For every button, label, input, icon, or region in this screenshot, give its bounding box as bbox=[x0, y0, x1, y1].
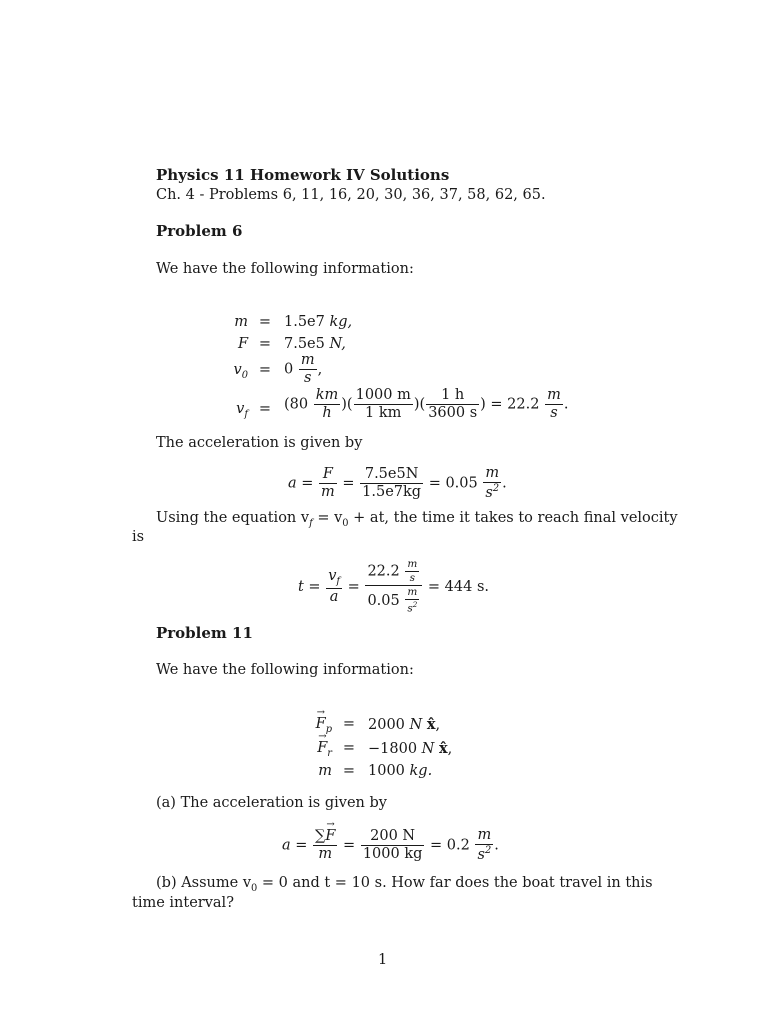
eq-F-rhs: 7.5e5 N, bbox=[284, 336, 346, 352]
problem-6-time-equation: t = $\frac{v_f}{a}$ = 22.2 $\frac{m}{s}$ 0.05 $\frac{m}{s^2}$ = 444 s. bbox=[298, 558, 490, 615]
problem-11-part-b: (b) Assume $v_0 = 0$ and t = 10 s. How far does the boat travel in this bbox=[156, 875, 653, 894]
problem-6-intro: We have the following information: bbox=[156, 261, 414, 277]
eq-vf-lhs: $v_f$ bbox=[236, 401, 248, 420]
eq-sign: = bbox=[342, 763, 356, 779]
eq-sign: = bbox=[342, 740, 356, 756]
eq-m11-lhs: m bbox=[318, 763, 332, 779]
problem-11-intro: We have the following information: bbox=[156, 662, 414, 678]
eq-sign: = bbox=[258, 362, 272, 378]
eq-sign: = bbox=[258, 401, 272, 417]
eq-m-rhs: 1.5e7 kg, bbox=[284, 314, 353, 330]
eq-vf-rhs: (80 $\frac{km}{h}$ )( $\frac{1000 m}{1 km}$ )( $\frac{1 h}{3600 s}$ ) = 22.2 $\frac{m}{s}$ . bbox=[284, 387, 569, 422]
eq-sign: = bbox=[258, 336, 272, 352]
problem-6-accel-equation: a = $\frac{F}{m}$ = $\frac{7.5e5N}{1.5e7kg}$ = 0.05 $\frac{m}{s^2}$ . bbox=[288, 465, 507, 502]
eq-F-lhs: F bbox=[237, 336, 248, 352]
problem-11-part-a: (a) The acceleration is given by bbox=[156, 795, 387, 811]
eq-m11-rhs: 1000 kg. bbox=[368, 763, 433, 779]
eq-sign: = bbox=[342, 716, 356, 732]
problem-6-accel-text: The acceleration is given by bbox=[156, 435, 363, 451]
page-title: Physics 11 Homework IV Solutions bbox=[156, 166, 450, 184]
eq-v0-lhs: $v_0$ bbox=[233, 362, 248, 381]
eq-Fr-lhs: → $F_r$ bbox=[300, 740, 332, 759]
eq-Fr-rhs: −1800 N x̂, bbox=[368, 740, 453, 757]
eq-m-lhs: m bbox=[234, 314, 248, 330]
problem-11-accel-equation: a = $\frac{\sum\to F}{m}$ = $\frac{200 N}{1000 kg}$ = 0.2 $\frac{m}{s^2}$ . bbox=[282, 828, 499, 863]
page-subtitle: Ch. 4 - Problems 6, 11, 16, 20, 30, 36, 37, 58, 62, 65. bbox=[156, 187, 546, 203]
eq-Fp-lhs: → $F_p$ bbox=[300, 716, 332, 735]
page-number: 1 bbox=[378, 952, 388, 968]
eq-sign: = bbox=[258, 314, 272, 330]
eq-Fp-rhs: 2000 N x̂, bbox=[368, 716, 441, 733]
eq-v0-rhs: 0 $\frac{m}{s}$ , bbox=[284, 352, 323, 387]
problem-11-part-b-cont: time interval? bbox=[132, 895, 234, 911]
problem-6-heading: Problem 6 bbox=[156, 222, 243, 240]
problem-6-is-text: is bbox=[132, 529, 145, 545]
problem-6-using-text: Using the equation $v_f = v_0$ + at, the time it takes to reach final velocity bbox=[156, 510, 678, 529]
problem-11-heading: Problem 11 bbox=[156, 624, 253, 642]
